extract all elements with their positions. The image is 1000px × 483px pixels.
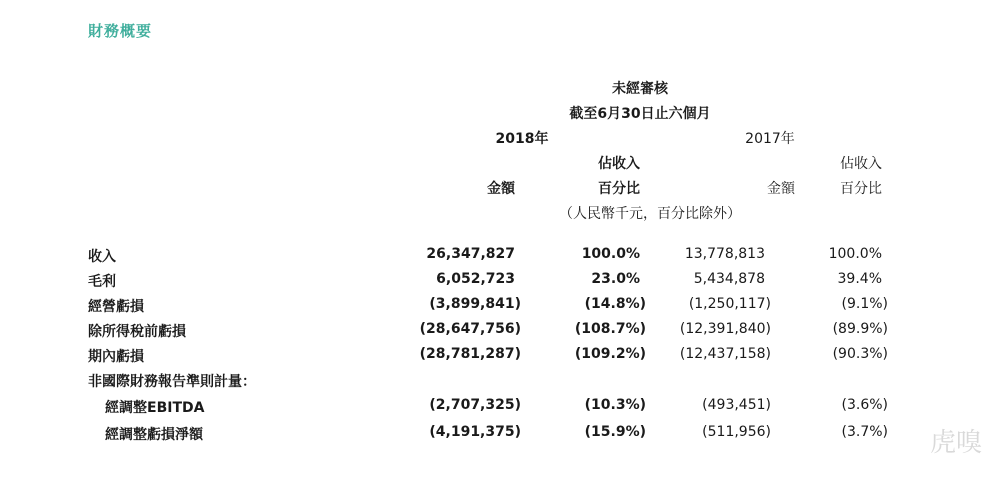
amount-2018: (2,707,325): [429, 397, 521, 413]
row-label: 經調整虧損淨額: [105, 427, 203, 443]
pct-2018: 100.0%: [581, 246, 640, 262]
amount-2017: (493,451): [702, 397, 771, 413]
pct-2018: (10.3%): [584, 397, 646, 413]
amount-2018: (3,899,841): [429, 296, 521, 312]
row-label: 毛利: [88, 274, 116, 290]
year-2017-label: 2017年: [745, 131, 795, 147]
pct-2017: 100.0%: [828, 246, 882, 262]
unaudited-label: 未經審核: [612, 81, 668, 97]
row-label: 收入: [88, 249, 116, 265]
amount-2017: (511,956): [702, 424, 771, 440]
pct-header-2017-line2: 百分比: [840, 181, 882, 197]
year-2018-label: 2018年: [495, 131, 549, 147]
row-label: 除所得稅前虧損: [88, 324, 186, 340]
period-label: 截至6月30日止六個月: [569, 106, 711, 122]
amount-header-2018: 金額: [487, 181, 515, 197]
pct-2017: (3.6%): [841, 397, 888, 413]
pct-2018: 23.0%: [591, 271, 640, 287]
pct-2018: (109.2%): [574, 346, 646, 362]
units-note: （人民幣千元，百分比除外）: [559, 206, 741, 222]
watermark-logo: 虎嗅: [930, 428, 983, 458]
pct-2017: (9.1%): [841, 296, 888, 312]
amount-2018: 6,052,723: [436, 271, 515, 287]
amount-2018: (4,191,375): [429, 424, 521, 440]
amount-2017: 13,778,813: [684, 246, 765, 262]
amount-header-2017: 金額: [767, 181, 795, 197]
pct-header-2018-line2: 百分比: [598, 181, 640, 197]
pct-2017: (90.3%): [832, 346, 888, 362]
amount-2018: (28,647,756): [419, 321, 521, 337]
amount-2017: (1,250,117): [688, 296, 771, 312]
pct-2017: (3.7%): [841, 424, 888, 440]
amount-2018: (28,781,287): [419, 346, 521, 362]
section-title: 財務概要: [88, 22, 153, 40]
row-label: 期內虧損: [88, 349, 144, 365]
pct-header-2017-line1: 佔收入: [840, 156, 882, 172]
row-label: 經營虧損: [88, 299, 144, 315]
pct-2018: (14.8%): [584, 296, 646, 312]
amount-2017: 5,434,878: [693, 271, 765, 287]
pct-2017: (89.9%): [832, 321, 888, 337]
amount-2017: (12,391,840): [679, 321, 771, 337]
pct-2018: (15.9%): [584, 424, 646, 440]
pct-2017: 39.4%: [837, 271, 882, 287]
row-label: 經調整EBITDA: [105, 400, 205, 416]
non-ifrs-heading: 非國際財務報告準則計量：: [88, 374, 256, 390]
pct-2018: (108.7%): [574, 321, 646, 337]
amount-2017: (12,437,158): [679, 346, 771, 362]
pct-header-2018-line1: 佔收入: [598, 156, 640, 172]
amount-2018: 26,347,827: [426, 246, 515, 262]
